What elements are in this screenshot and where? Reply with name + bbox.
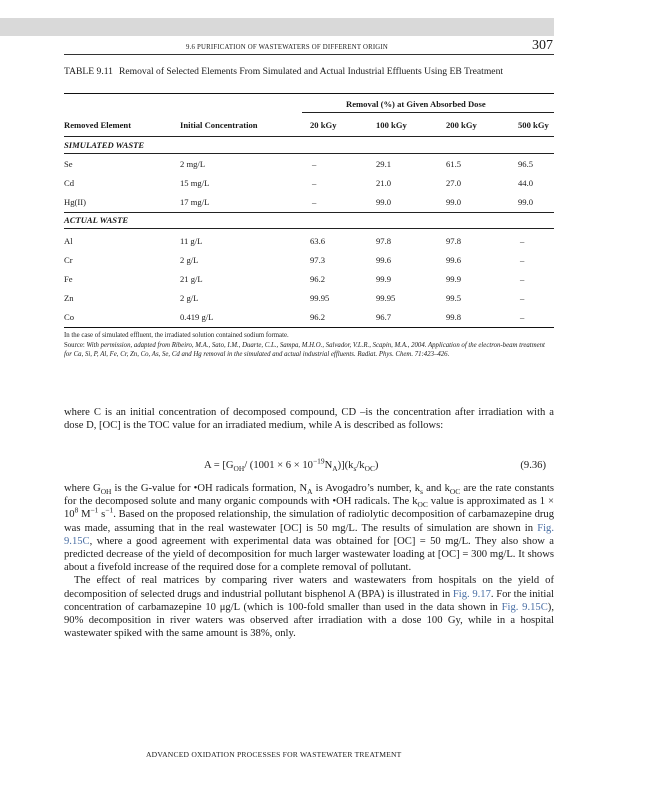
table-cell: – [312,159,317,169]
p3-text: . For the initial concentration of carbamazepine 10 μg/L (which is 100-fold smaller than used in the data shown in [64,588,554,613]
table-cell: 99.9 [376,274,392,284]
table-cell: 96.2 [310,274,326,284]
figure-link[interactable]: Fig. 9.15C [501,601,548,613]
table-cell: 21 g/L [180,274,203,284]
p2-text: . Based on the proposed relationship, the simulation of radiolytic decomposition of carbamazepine drug was made, assuming that in the real wastewater [OC] is 50 mg/L. The results of simulation are shown in [64,509,555,534]
table-cell: Fe [64,274,73,284]
table-cell: 99.6 [446,255,462,265]
header-bottom-rule [64,136,554,137]
p2-text: M [78,509,91,521]
section-rule [64,228,554,229]
table-cell: 99.9 [446,274,462,284]
table-cell: 99.95 [310,293,330,303]
table-cell: Cr [64,255,73,265]
table-cell: 99.95 [376,293,396,303]
table-cell: 99.0 [376,197,392,207]
col-header-200kgy: 200 kGy [446,120,477,130]
table-cell: Se [64,159,73,169]
table-cell: – [312,197,317,207]
table-cell: 17 mg/L [180,197,210,207]
table-caption [64,66,534,78]
table-cell: 15 mg/L [180,178,210,188]
table-cell: 29.1 [376,159,392,169]
table-cell: 97.8 [376,236,392,246]
table-cell: 0.419 g/L [180,312,214,322]
equation-body: $A = [G_{OH}/$ $(1001 \times 6 \times 10^{-19}N_A)](k_s/k_{OC})$ [204,456,379,474]
table-cell: 99.0 [518,197,534,207]
table-cell: 2 g/L [180,255,199,265]
table-cell: Hg(II) [64,197,86,207]
header-rule [64,54,554,55]
table-cell: 21.0 [376,178,392,188]
paragraph-1 [64,406,554,432]
col-header-concentration: Initial Concentration [180,120,258,130]
source-citation: With permission, adapted from Ribeiro, M.A., Sato, I.M., Duarte, C.L., Sampa, M.H.O., Salvador, V.L.R., Scapin, M.A., 2004. Application of the electron-beam treatment for Ca, Si, P, Al, Fe, Cr, Zn, Co, As, Se, Cd and Hg removal in the simulated and actual industrial effluents. Radiat. Phys. Chem. 71:423–426. [64,342,545,359]
section-label-actual: ACTUAL WASTE [64,215,129,225]
table-cell: – [520,255,525,265]
table-cell: 97.8 [446,236,462,246]
table-cell: 96.2 [310,312,326,322]
table-cell: Al [64,236,73,246]
col-header-20kgy: 20 kGy [310,120,337,130]
p3-text: The effect of real matrices by comparing river waters and wastewaters from hospitals on the yield of decomposition of selected drugs and industrial pollutant bisphenol A (BPA) is illustrated in [64,575,554,600]
table-cell: 97.3 [310,255,326,265]
equation-number: (9.36) [520,460,546,471]
figure-link[interactable]: Fig. 9.15C [64,522,554,547]
table-cell: 2 g/L [180,293,199,303]
table-cell: 99.0 [446,197,462,207]
table-title: Removal of Selected Elements From Simulated and Actual Industrial Effluents Using EB Treatment [118,66,504,77]
table-cell: – [520,312,525,322]
table-cell: – [520,236,525,246]
figure-link[interactable]: Fig. 9.17 [452,588,491,600]
table-bottom-rule [64,327,554,328]
group-header: Removal (%) at Given Absorbed Dose [346,99,486,109]
p3-text: ), 90% decomposition in river waters was observed after irradiation with a dose 100 Gy, while in a hospital wastewater spiked with the same amount is 38%, only. [64,601,554,640]
table-source [64,341,554,359]
table-top-rule [64,93,554,94]
table-cell: 63.6 [310,236,326,246]
group-header-rule [302,112,554,113]
p2-text: are the rate constants for the decomposed solute and many organic compounds with •OH radicals. The k [64,483,554,508]
p2-text: is Avogadro’s number, k [312,483,421,494]
col-header-element: Removed Element [64,120,132,130]
running-head: 9.6 PURIFICATION OF WASTEWATERS OF DIFFERENT ORIGIN [186,44,388,51]
p2-text: and k [423,483,450,494]
table-cell: 61.5 [446,159,462,169]
p2-text: , where a good agreement with experimental data was obtained for [OC] = 50 mg/L. They also show a predicted decrease of the yield of decomposition for much larger wastewater loading at [OC] = 300 mg/L. It shows about a fivefold increase of the required dose for a complete removal of pollutant. [64,535,554,574]
table-cell: – [520,274,525,284]
equation-9-36 [64,456,554,474]
section-rule [64,212,554,213]
col-header-500kgy: 500 kGy [518,120,549,130]
col-header-100kgy: 100 kGy [376,120,407,130]
table-cell: 99.8 [446,312,462,322]
table-cell: 44.0 [518,178,534,188]
page-number: 307 [532,38,553,53]
paragraph-2: where $G_{OH}$ is the G-value for •OH radicals formation, $N_A$ is Avogadro’s number, $k_s$ and $k_{OC}$ are the rate constants for the decomposed solute and many organic compounds with •OH radicals. The $k_{OC}$ value is approximated as $1 \times 10^8$ $M^{-1}$ $s^{-1}$. Based on the proposed relationship, the simulation of radiolytic decomposition of carbamazepine drug was made, assuming that in the real wastewater [OC] is 50 mg/L. The results of simulation are shown in Fig. 9.15C, where a good agreement with experimental data was obtained for [OC] = 50 mg/L. They also show a predicted decrease of the yield of decomposition for much larger wastewater loading at [OC] = 300 mg/L. It shows about a fivefold increase of the required dose for a complete removal of pollutant. The effect of real matrices by comparing river waters and wastewaters from hospitals on the yield of decomposition of selected drugs and industrial pollutant bisphenol A (BPA) is illustrated in Fig. 9.17. For the initial concentration of carbamazepine 10 μg/L (which is 100-fold smaller than used in the data shown in Fig. 9.15C), 90% decomposition in river waters was observed after irradiation with a dose 100 Gy, while in a hospital wastewater spiked with the same amount is 38%, only. [64,483,555,640]
paragraph-1-text: where C is an initial concentration of decomposed compound, CD –is the concentration after irradiation with a dose D, [OC] is the TOC value for an irradiated medium, while A is described as follows: [64,407,554,432]
page-footer: ADVANCED OXIDATION PROCESSES FOR WASTEWATER TREATMENT [146,750,402,759]
table-cell: 27.0 [446,178,462,188]
p2-text: is the G-value for •OH radicals formation, N [111,483,308,494]
table-cell: – [312,178,317,188]
table-cell: 11 g/L [180,236,203,246]
section-label-simulated: SIMULATED WASTE [64,140,145,150]
table-cell: Co [64,312,75,322]
table-cell: 99.5 [446,293,462,303]
table-cell: 99.6 [376,255,392,265]
table-cell: 96.7 [376,312,392,322]
table-footnote: In the case of simulated effluent, the irradiated solution contained sodium formate. [64,332,289,339]
table-number: TABLE 9.11 [64,66,113,77]
source-label: Source: [64,342,85,349]
p2-text: value is approximated as 1 × 10 [64,496,554,521]
table-cell: Zn [64,293,74,303]
table-cell: – [520,293,525,303]
table-cell: 96.5 [518,159,534,169]
top-banner [0,18,554,36]
table-cell: Cd [64,178,75,188]
p2-text: where G [64,483,101,494]
section-rule [64,153,554,154]
p2-text: s [98,509,106,521]
table-cell: 2 mg/L [180,159,206,169]
